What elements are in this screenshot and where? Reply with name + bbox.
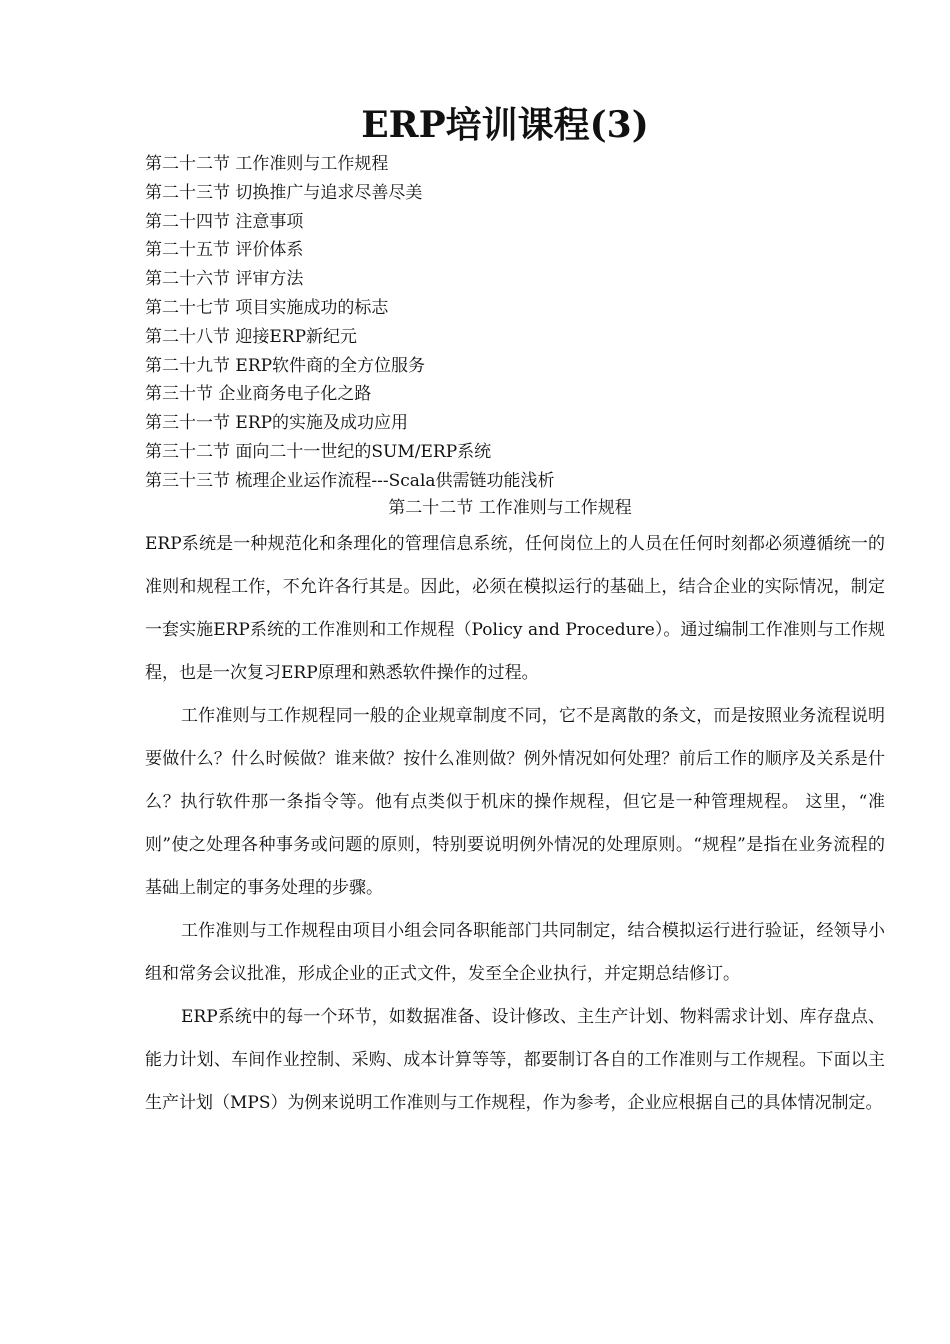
toc-item: 第二十四节 注意事项: [145, 211, 304, 232]
toc-item: 第二十五节 评价体系: [145, 240, 304, 261]
toc-item: 第三十节 企业商务电子化之路: [145, 384, 372, 405]
toc-item: 第二十二节 工作准则与工作规程: [145, 154, 389, 174]
toc-item: 第三十一节 ERP的实施及成功应用: [145, 413, 409, 434]
document-title: ERP培训课程(3): [361, 104, 649, 147]
section-heading: 第二十二节 工作准则与工作规程: [388, 498, 632, 518]
toc-item: 第三十三节 梳理企业运作流程---Scala供需链功能浅析: [145, 470, 555, 491]
table-of-contents: [145, 150, 555, 496]
body-paragraph: ERP系统是一种规范化和条理化的管理信息系统，任何岗位上的人员在任何时刻都必须遵循统一的准则和规程工作，不允许各行其是。因此，必须在模拟运行的基础上，结合企业的实际情况，制定一套实施ERP系统的工作准则和工作规程（Policy and Procedure）。通过编制工作准则与工作规程，也是一次复习ERP原理和熟悉软件操作的过程。: [145, 534, 885, 683]
body-paragraph: 工作准则与工作规程同一般的企业规章制度不同，它不是离散的条文，而是按照业务流程说明要做什么？什么时候做？谁来做？按什么准则做？例外情况如何处理？前后工作的顺序及关系是什么？执行软件那一条指令等。他有点类似于机床的操作规程，但它是一种管理规程。 这里，“准则”使之处理各种事务或问题的原则，特别要说明例外情况的处理原则。“规程”是指在业务流程的基础上制定的事务处理的步骤。: [145, 706, 885, 898]
toc-item: 第三十二节 面向二十一世纪的SUM/ERP系统: [145, 441, 492, 462]
toc-item: 第二十七节 项目实施成功的标志: [145, 297, 389, 318]
toc-item: 第二十八节 迎接ERP新纪元: [145, 326, 358, 347]
toc-item: 第二十九节 ERP软件商的全方位服务: [145, 355, 426, 376]
body-paragraph: ERP系统中的每一个环节，如数据准备、设计修改、主生产计划、物料需求计划、库存盘点、能力计划、车间作业控制、采购、成本计算等等，都要制订各自的工作准则与工作规程。下面以主生产计划（MPS）为例来说明工作准则与工作规程，作为参考，企业应根据自己的具体情况制定。: [145, 1007, 885, 1113]
section-body: [145, 523, 885, 1125]
toc-item: 第二十三节 切换推广与追求尽善尽美: [145, 182, 423, 203]
body-paragraph: 工作准则与工作规程由项目小组会同各职能部门共同制定，结合模拟运行进行验证，经领导小组和常务会议批准，形成企业的正式文件，发至全企业执行，并定期总结修订。: [145, 921, 885, 984]
toc-item: 第二十六节 评审方法: [145, 269, 304, 290]
